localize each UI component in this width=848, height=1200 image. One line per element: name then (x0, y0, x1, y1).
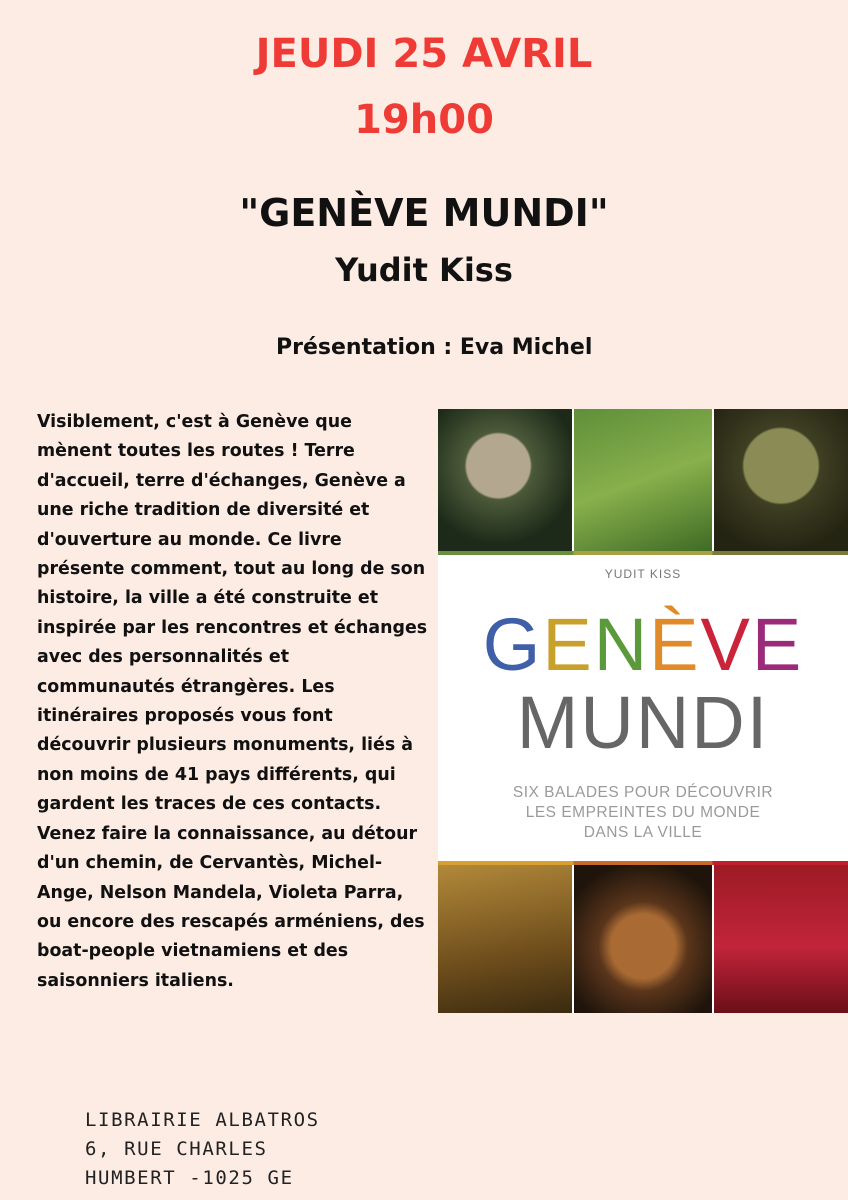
cover-author: YUDIT KISS (604, 567, 682, 581)
address-line-1: LIBRAIRIE ALBATROS (85, 1109, 320, 1131)
cover-stripe-top (438, 551, 848, 555)
cover-photo-bust (438, 409, 572, 551)
cover-subtitle-line: SIX BALADES POUR DÉCOUVRIR (512, 784, 774, 801)
cover-title-line1 (438, 605, 848, 685)
presenter-line: Présentation : Eva Michel (276, 335, 593, 360)
cover-title-letter: N (593, 603, 650, 686)
cover-title-line2: MUNDI (516, 681, 770, 764)
cover-photo-dial (714, 409, 848, 551)
cover-title-letter: E (751, 603, 804, 686)
book-author: Yudit Kiss (335, 251, 513, 289)
event-time: 19h00 (354, 97, 494, 143)
cover-photo-crowd (438, 865, 572, 1013)
cover-subtitle (438, 783, 848, 843)
cover-photo-red (714, 865, 848, 1013)
book-cover (438, 409, 848, 1013)
cover-title-letter: V (700, 603, 752, 686)
cover-subtitle-line: DANS LA VILLE (583, 824, 703, 841)
cover-title-letter: G (482, 603, 543, 686)
cover-subtitle-line: LES EMPREINTES DU MONDE (525, 804, 761, 821)
event-date: JEUDI 25 AVRIL (255, 31, 593, 77)
bookstore-address (85, 1106, 425, 1193)
book-title: "GENÈVE MUNDI" (239, 191, 609, 235)
book-description: Visiblement, c'est à Genève que mènent toutes les routes ! Terre d'accueil, terre d'échanges, Genève a une riche tradition de diversité et d'ouverture au monde. Ce livre présente comment, tout au long de son histoire, la ville a été construite et inspirée par les rencontres et échanges avec des personnalités et communautés étrangères. Les itinéraires proposés vous font découvrir plusieurs monuments, liés à non moins de 41 pays différents, qui gardent les traces de ces contacts. Venez faire la connaissance, au détour d'un chemin, de Cervantès, Michel-Ange, Nelson Mandela, Violeta Parra, ou encore des rescapés arméniens, des boat-people vietnamiens et des saisonniers italiens. (37, 412, 428, 991)
cover-photo-bowl (574, 865, 712, 1013)
address-line-3: HUMBERT -1025 GE (85, 1167, 294, 1189)
address-line-2: 6, RUE CHARLES (85, 1138, 268, 1160)
cover-title-letter: È (649, 603, 701, 686)
cover-photo-garden (574, 409, 712, 551)
cover-title-letter: E (542, 603, 594, 686)
